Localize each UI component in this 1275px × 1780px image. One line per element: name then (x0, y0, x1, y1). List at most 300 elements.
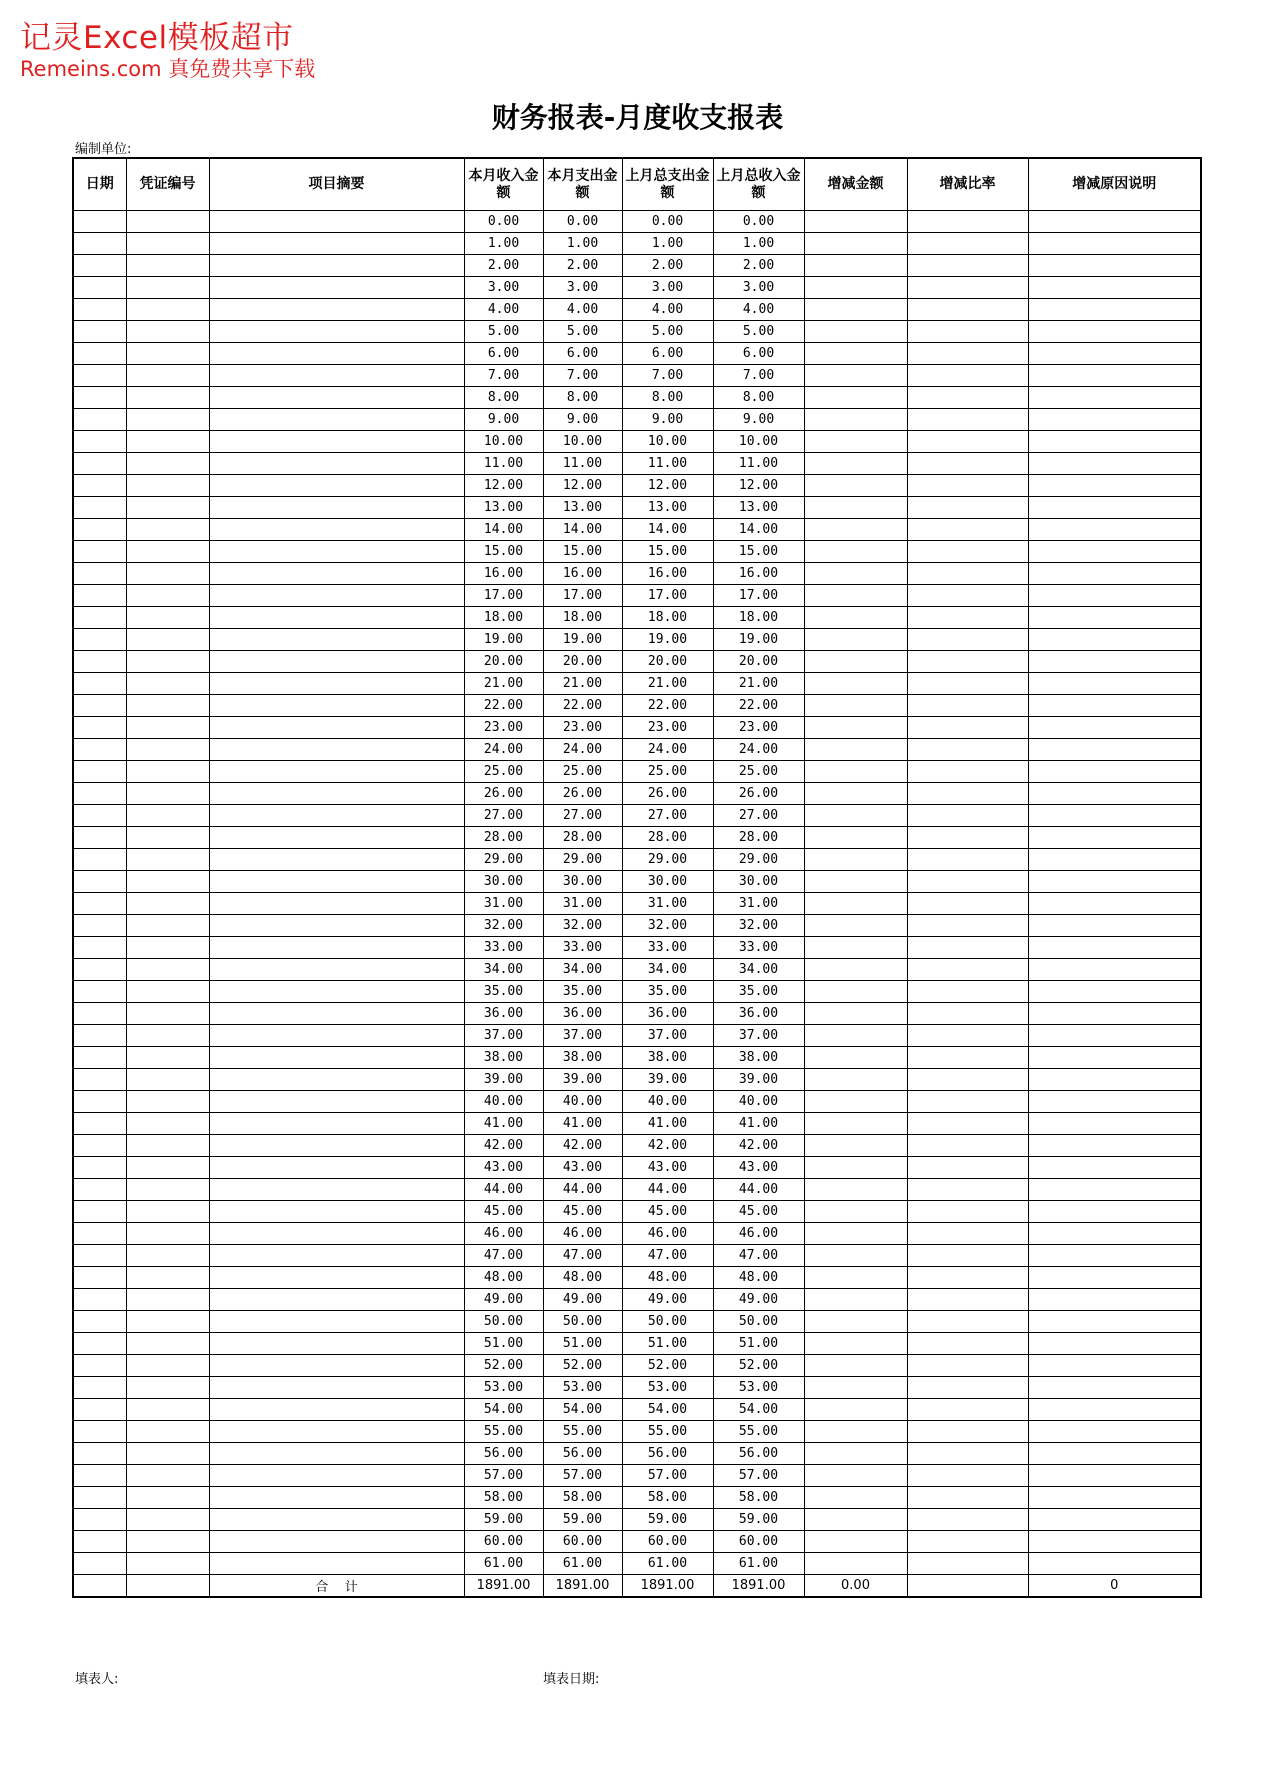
summary-cell[interactable] (209, 717, 464, 739)
voucher-cell[interactable] (126, 1553, 209, 1575)
change-ratio-cell[interactable] (907, 915, 1028, 937)
change-reason-cell[interactable] (1028, 827, 1201, 849)
change-amount-cell[interactable] (804, 783, 907, 805)
change-ratio-cell[interactable] (907, 409, 1028, 431)
change-reason-cell[interactable] (1028, 1201, 1201, 1223)
date-cell[interactable] (73, 387, 126, 409)
total-expense[interactable]: 1891.00 (543, 1575, 622, 1598)
change-amount-cell[interactable] (804, 827, 907, 849)
income-cell[interactable]: 36.00 (464, 1003, 543, 1025)
summary-cell[interactable] (209, 453, 464, 475)
expense-cell[interactable]: 47.00 (543, 1245, 622, 1267)
voucher-cell[interactable] (126, 1245, 209, 1267)
change-ratio-cell[interactable] (907, 1157, 1028, 1179)
voucher-cell[interactable] (126, 739, 209, 761)
change-reason-cell[interactable] (1028, 519, 1201, 541)
date-cell[interactable] (73, 1333, 126, 1355)
change-ratio-cell[interactable] (907, 1531, 1028, 1553)
voucher-cell[interactable] (126, 893, 209, 915)
change-ratio-cell[interactable] (907, 541, 1028, 563)
change-ratio-cell[interactable] (907, 431, 1028, 453)
summary-cell[interactable] (209, 255, 464, 277)
date-cell[interactable] (73, 981, 126, 1003)
prev-expense-cell[interactable]: 0.00 (622, 211, 713, 233)
summary-cell[interactable] (209, 1069, 464, 1091)
change-ratio-cell[interactable] (907, 1509, 1028, 1531)
change-reason-cell[interactable] (1028, 893, 1201, 915)
income-cell[interactable]: 37.00 (464, 1025, 543, 1047)
expense-cell[interactable]: 16.00 (543, 563, 622, 585)
date-cell[interactable] (73, 1069, 126, 1091)
prev-expense-cell[interactable]: 16.00 (622, 563, 713, 585)
change-reason-cell[interactable] (1028, 1113, 1201, 1135)
change-reason-cell[interactable] (1028, 365, 1201, 387)
summary-cell[interactable] (209, 431, 464, 453)
prev-income-cell[interactable]: 49.00 (713, 1289, 804, 1311)
summary-cell[interactable] (209, 409, 464, 431)
voucher-cell[interactable] (126, 761, 209, 783)
date-cell[interactable] (73, 761, 126, 783)
prev-income-cell[interactable]: 39.00 (713, 1069, 804, 1091)
expense-cell[interactable]: 21.00 (543, 673, 622, 695)
date-cell[interactable] (73, 1355, 126, 1377)
prev-expense-cell[interactable]: 61.00 (622, 1553, 713, 1575)
change-reason-cell[interactable] (1028, 651, 1201, 673)
income-cell[interactable]: 9.00 (464, 409, 543, 431)
prev-expense-cell[interactable]: 45.00 (622, 1201, 713, 1223)
prev-income-cell[interactable]: 18.00 (713, 607, 804, 629)
date-cell[interactable] (73, 651, 126, 673)
summary-cell[interactable] (209, 519, 464, 541)
prev-expense-cell[interactable]: 29.00 (622, 849, 713, 871)
summary-cell[interactable] (209, 1509, 464, 1531)
change-amount-cell[interactable] (804, 321, 907, 343)
expense-cell[interactable]: 27.00 (543, 805, 622, 827)
income-cell[interactable]: 7.00 (464, 365, 543, 387)
change-ratio-cell[interactable] (907, 1245, 1028, 1267)
prev-expense-cell[interactable]: 44.00 (622, 1179, 713, 1201)
voucher-cell[interactable] (126, 343, 209, 365)
date-cell[interactable] (73, 1443, 126, 1465)
change-amount-cell[interactable] (804, 277, 907, 299)
expense-cell[interactable]: 6.00 (543, 343, 622, 365)
change-reason-cell[interactable] (1028, 343, 1201, 365)
prev-expense-cell[interactable]: 34.00 (622, 959, 713, 981)
change-amount-cell[interactable] (804, 343, 907, 365)
income-cell[interactable]: 47.00 (464, 1245, 543, 1267)
change-reason-cell[interactable] (1028, 1355, 1201, 1377)
prev-expense-cell[interactable]: 58.00 (622, 1487, 713, 1509)
prev-income-cell[interactable]: 54.00 (713, 1399, 804, 1421)
expense-cell[interactable]: 39.00 (543, 1069, 622, 1091)
income-cell[interactable]: 44.00 (464, 1179, 543, 1201)
income-cell[interactable]: 38.00 (464, 1047, 543, 1069)
change-ratio-cell[interactable] (907, 1025, 1028, 1047)
prev-income-cell[interactable]: 58.00 (713, 1487, 804, 1509)
change-amount-cell[interactable] (804, 1157, 907, 1179)
summary-cell[interactable] (209, 585, 464, 607)
expense-cell[interactable]: 55.00 (543, 1421, 622, 1443)
prev-income-cell[interactable]: 24.00 (713, 739, 804, 761)
change-ratio-cell[interactable] (907, 1377, 1028, 1399)
change-amount-cell[interactable] (804, 299, 907, 321)
prev-expense-cell[interactable]: 9.00 (622, 409, 713, 431)
date-cell[interactable] (73, 629, 126, 651)
prev-expense-cell[interactable]: 5.00 (622, 321, 713, 343)
voucher-cell[interactable] (126, 651, 209, 673)
summary-cell[interactable] (209, 651, 464, 673)
date-cell[interactable] (73, 1509, 126, 1531)
voucher-cell[interactable] (126, 387, 209, 409)
date-cell[interactable] (73, 211, 126, 233)
change-ratio-cell[interactable] (907, 651, 1028, 673)
voucher-cell[interactable] (126, 1003, 209, 1025)
summary-cell[interactable] (209, 211, 464, 233)
expense-cell[interactable]: 41.00 (543, 1113, 622, 1135)
change-amount-cell[interactable] (804, 541, 907, 563)
expense-cell[interactable]: 28.00 (543, 827, 622, 849)
prev-expense-cell[interactable]: 1.00 (622, 233, 713, 255)
change-amount-cell[interactable] (804, 475, 907, 497)
change-amount-cell[interactable] (804, 1223, 907, 1245)
change-amount-cell[interactable] (804, 1311, 907, 1333)
change-amount-cell[interactable] (804, 1047, 907, 1069)
income-cell[interactable]: 17.00 (464, 585, 543, 607)
income-cell[interactable]: 35.00 (464, 981, 543, 1003)
change-ratio-cell[interactable] (907, 365, 1028, 387)
prev-income-cell[interactable]: 48.00 (713, 1267, 804, 1289)
change-ratio-cell[interactable] (907, 1135, 1028, 1157)
summary-cell[interactable] (209, 1223, 464, 1245)
change-amount-cell[interactable] (804, 1245, 907, 1267)
change-reason-cell[interactable] (1028, 937, 1201, 959)
income-cell[interactable]: 13.00 (464, 497, 543, 519)
voucher-cell[interactable] (126, 277, 209, 299)
voucher-cell[interactable] (126, 1377, 209, 1399)
date-cell[interactable] (73, 1421, 126, 1443)
change-reason-cell[interactable] (1028, 761, 1201, 783)
voucher-cell[interactable] (126, 1179, 209, 1201)
change-reason-cell[interactable] (1028, 1135, 1201, 1157)
summary-cell[interactable] (209, 475, 464, 497)
prev-income-cell[interactable]: 61.00 (713, 1553, 804, 1575)
summary-cell[interactable] (209, 1025, 464, 1047)
expense-cell[interactable]: 23.00 (543, 717, 622, 739)
prev-expense-cell[interactable]: 2.00 (622, 255, 713, 277)
total-change-reason[interactable]: 0 (1028, 1575, 1201, 1598)
date-cell[interactable] (73, 1113, 126, 1135)
summary-cell[interactable] (209, 761, 464, 783)
change-amount-cell[interactable] (804, 563, 907, 585)
change-amount-cell[interactable] (804, 453, 907, 475)
change-reason-cell[interactable] (1028, 1223, 1201, 1245)
change-amount-cell[interactable] (804, 1267, 907, 1289)
change-ratio-cell[interactable] (907, 717, 1028, 739)
date-cell[interactable] (73, 1157, 126, 1179)
summary-cell[interactable] (209, 1531, 464, 1553)
prev-income-cell[interactable]: 0.00 (713, 211, 804, 233)
voucher-cell[interactable] (126, 1333, 209, 1355)
expense-cell[interactable]: 58.00 (543, 1487, 622, 1509)
income-cell[interactable]: 41.00 (464, 1113, 543, 1135)
prev-expense-cell[interactable]: 8.00 (622, 387, 713, 409)
date-cell[interactable] (73, 233, 126, 255)
change-reason-cell[interactable] (1028, 1069, 1201, 1091)
date-cell[interactable] (73, 1289, 126, 1311)
change-amount-cell[interactable] (804, 607, 907, 629)
change-ratio-cell[interactable] (907, 1553, 1028, 1575)
summary-cell[interactable] (209, 1333, 464, 1355)
change-amount-cell[interactable] (804, 739, 907, 761)
income-cell[interactable]: 29.00 (464, 849, 543, 871)
summary-cell[interactable] (209, 277, 464, 299)
voucher-cell[interactable] (126, 563, 209, 585)
prev-expense-cell[interactable]: 19.00 (622, 629, 713, 651)
change-ratio-cell[interactable] (907, 1421, 1028, 1443)
voucher-cell[interactable] (126, 783, 209, 805)
expense-cell[interactable]: 26.00 (543, 783, 622, 805)
voucher-cell[interactable] (126, 233, 209, 255)
date-cell[interactable] (73, 1091, 126, 1113)
change-amount-cell[interactable] (804, 1333, 907, 1355)
prev-expense-cell[interactable]: 47.00 (622, 1245, 713, 1267)
change-ratio-cell[interactable] (907, 827, 1028, 849)
prev-expense-cell[interactable]: 14.00 (622, 519, 713, 541)
summary-cell[interactable] (209, 321, 464, 343)
prev-expense-cell[interactable]: 28.00 (622, 827, 713, 849)
income-cell[interactable]: 3.00 (464, 277, 543, 299)
expense-cell[interactable]: 19.00 (543, 629, 622, 651)
income-cell[interactable]: 5.00 (464, 321, 543, 343)
income-cell[interactable]: 52.00 (464, 1355, 543, 1377)
voucher-cell[interactable] (126, 1311, 209, 1333)
change-ratio-cell[interactable] (907, 387, 1028, 409)
date-cell[interactable] (73, 849, 126, 871)
income-cell[interactable]: 46.00 (464, 1223, 543, 1245)
change-amount-cell[interactable] (804, 695, 907, 717)
prev-expense-cell[interactable]: 30.00 (622, 871, 713, 893)
date-cell[interactable] (73, 299, 126, 321)
prev-income-cell[interactable]: 33.00 (713, 937, 804, 959)
change-reason-cell[interactable] (1028, 211, 1201, 233)
prev-expense-cell[interactable]: 22.00 (622, 695, 713, 717)
prev-income-cell[interactable]: 14.00 (713, 519, 804, 541)
summary-cell[interactable] (209, 497, 464, 519)
expense-cell[interactable]: 49.00 (543, 1289, 622, 1311)
prev-income-cell[interactable]: 25.00 (713, 761, 804, 783)
summary-cell[interactable] (209, 233, 464, 255)
date-cell[interactable] (73, 1025, 126, 1047)
date-cell[interactable] (73, 1135, 126, 1157)
prev-expense-cell[interactable]: 49.00 (622, 1289, 713, 1311)
change-amount-cell[interactable] (804, 497, 907, 519)
change-ratio-cell[interactable] (907, 475, 1028, 497)
prev-expense-cell[interactable]: 7.00 (622, 365, 713, 387)
change-reason-cell[interactable] (1028, 1553, 1201, 1575)
income-cell[interactable]: 60.00 (464, 1531, 543, 1553)
change-amount-cell[interactable] (804, 849, 907, 871)
summary-cell[interactable] (209, 563, 464, 585)
total-voucher-cell[interactable] (126, 1575, 209, 1598)
change-ratio-cell[interactable] (907, 607, 1028, 629)
date-cell[interactable] (73, 365, 126, 387)
summary-cell[interactable] (209, 1421, 464, 1443)
income-cell[interactable]: 34.00 (464, 959, 543, 981)
summary-cell[interactable] (209, 1179, 464, 1201)
change-ratio-cell[interactable] (907, 849, 1028, 871)
expense-cell[interactable]: 29.00 (543, 849, 622, 871)
income-cell[interactable]: 45.00 (464, 1201, 543, 1223)
prev-income-cell[interactable]: 26.00 (713, 783, 804, 805)
voucher-cell[interactable] (126, 541, 209, 563)
date-cell[interactable] (73, 673, 126, 695)
income-cell[interactable]: 23.00 (464, 717, 543, 739)
change-ratio-cell[interactable] (907, 233, 1028, 255)
change-reason-cell[interactable] (1028, 805, 1201, 827)
expense-cell[interactable]: 4.00 (543, 299, 622, 321)
change-amount-cell[interactable] (804, 981, 907, 1003)
change-reason-cell[interactable] (1028, 1531, 1201, 1553)
change-reason-cell[interactable] (1028, 717, 1201, 739)
change-ratio-cell[interactable] (907, 277, 1028, 299)
prev-income-cell[interactable]: 5.00 (713, 321, 804, 343)
change-amount-cell[interactable] (804, 1355, 907, 1377)
summary-cell[interactable] (209, 1245, 464, 1267)
total-change-amount[interactable]: 0.00 (804, 1575, 907, 1598)
prev-income-cell[interactable]: 9.00 (713, 409, 804, 431)
expense-cell[interactable]: 44.00 (543, 1179, 622, 1201)
expense-cell[interactable]: 59.00 (543, 1509, 622, 1531)
voucher-cell[interactable] (126, 299, 209, 321)
income-cell[interactable]: 8.00 (464, 387, 543, 409)
change-ratio-cell[interactable] (907, 893, 1028, 915)
summary-cell[interactable] (209, 915, 464, 937)
expense-cell[interactable]: 24.00 (543, 739, 622, 761)
change-reason-cell[interactable] (1028, 959, 1201, 981)
expense-cell[interactable]: 38.00 (543, 1047, 622, 1069)
income-cell[interactable]: 56.00 (464, 1443, 543, 1465)
prev-expense-cell[interactable]: 17.00 (622, 585, 713, 607)
date-cell[interactable] (73, 1201, 126, 1223)
income-cell[interactable]: 21.00 (464, 673, 543, 695)
prev-income-cell[interactable]: 44.00 (713, 1179, 804, 1201)
prev-income-cell[interactable]: 34.00 (713, 959, 804, 981)
date-cell[interactable] (73, 277, 126, 299)
prev-expense-cell[interactable]: 50.00 (622, 1311, 713, 1333)
change-ratio-cell[interactable] (907, 981, 1028, 1003)
prev-expense-cell[interactable]: 43.00 (622, 1157, 713, 1179)
date-cell[interactable] (73, 695, 126, 717)
change-ratio-cell[interactable] (907, 453, 1028, 475)
income-cell[interactable]: 4.00 (464, 299, 543, 321)
prev-expense-cell[interactable]: 37.00 (622, 1025, 713, 1047)
prev-income-cell[interactable]: 35.00 (713, 981, 804, 1003)
change-amount-cell[interactable] (804, 1289, 907, 1311)
date-cell[interactable] (73, 541, 126, 563)
prev-income-cell[interactable]: 32.00 (713, 915, 804, 937)
change-reason-cell[interactable] (1028, 871, 1201, 893)
prev-income-cell[interactable]: 31.00 (713, 893, 804, 915)
prev-income-cell[interactable]: 53.00 (713, 1377, 804, 1399)
prev-income-cell[interactable]: 27.00 (713, 805, 804, 827)
summary-cell[interactable] (209, 1443, 464, 1465)
date-cell[interactable] (73, 1465, 126, 1487)
summary-cell[interactable] (209, 827, 464, 849)
prev-expense-cell[interactable]: 36.00 (622, 1003, 713, 1025)
income-cell[interactable]: 51.00 (464, 1333, 543, 1355)
prev-expense-cell[interactable]: 41.00 (622, 1113, 713, 1135)
prev-income-cell[interactable]: 4.00 (713, 299, 804, 321)
change-amount-cell[interactable] (804, 211, 907, 233)
date-cell[interactable] (73, 431, 126, 453)
change-reason-cell[interactable] (1028, 1091, 1201, 1113)
change-ratio-cell[interactable] (907, 1091, 1028, 1113)
change-reason-cell[interactable] (1028, 1399, 1201, 1421)
change-ratio-cell[interactable] (907, 255, 1028, 277)
voucher-cell[interactable] (126, 1201, 209, 1223)
change-amount-cell[interactable] (804, 387, 907, 409)
date-cell[interactable] (73, 475, 126, 497)
change-reason-cell[interactable] (1028, 475, 1201, 497)
prev-income-cell[interactable]: 43.00 (713, 1157, 804, 1179)
change-reason-cell[interactable] (1028, 1465, 1201, 1487)
change-reason-cell[interactable] (1028, 1377, 1201, 1399)
summary-cell[interactable] (209, 871, 464, 893)
date-cell[interactable] (73, 1531, 126, 1553)
voucher-cell[interactable] (126, 1047, 209, 1069)
voucher-cell[interactable] (126, 321, 209, 343)
prev-income-cell[interactable]: 11.00 (713, 453, 804, 475)
prev-expense-cell[interactable]: 38.00 (622, 1047, 713, 1069)
income-cell[interactable]: 27.00 (464, 805, 543, 827)
prev-expense-cell[interactable]: 21.00 (622, 673, 713, 695)
summary-cell[interactable] (209, 1091, 464, 1113)
prev-expense-cell[interactable]: 32.00 (622, 915, 713, 937)
change-ratio-cell[interactable] (907, 1267, 1028, 1289)
change-ratio-cell[interactable] (907, 783, 1028, 805)
expense-cell[interactable]: 42.00 (543, 1135, 622, 1157)
change-reason-cell[interactable] (1028, 255, 1201, 277)
date-cell[interactable] (73, 585, 126, 607)
income-cell[interactable]: 26.00 (464, 783, 543, 805)
summary-cell[interactable] (209, 343, 464, 365)
change-amount-cell[interactable] (804, 805, 907, 827)
income-cell[interactable]: 54.00 (464, 1399, 543, 1421)
income-cell[interactable]: 6.00 (464, 343, 543, 365)
voucher-cell[interactable] (126, 805, 209, 827)
expense-cell[interactable]: 53.00 (543, 1377, 622, 1399)
date-cell[interactable] (73, 1267, 126, 1289)
voucher-cell[interactable] (126, 1509, 209, 1531)
change-reason-cell[interactable] (1028, 1487, 1201, 1509)
voucher-cell[interactable] (126, 1113, 209, 1135)
income-cell[interactable]: 2.00 (464, 255, 543, 277)
income-cell[interactable]: 14.00 (464, 519, 543, 541)
prev-income-cell[interactable]: 15.00 (713, 541, 804, 563)
change-ratio-cell[interactable] (907, 299, 1028, 321)
voucher-cell[interactable] (126, 849, 209, 871)
voucher-cell[interactable] (126, 1399, 209, 1421)
summary-cell[interactable] (209, 1487, 464, 1509)
prev-income-cell[interactable]: 17.00 (713, 585, 804, 607)
prev-income-cell[interactable]: 2.00 (713, 255, 804, 277)
income-cell[interactable]: 18.00 (464, 607, 543, 629)
change-amount-cell[interactable] (804, 629, 907, 651)
change-amount-cell[interactable] (804, 1025, 907, 1047)
expense-cell[interactable]: 11.00 (543, 453, 622, 475)
change-amount-cell[interactable] (804, 1113, 907, 1135)
voucher-cell[interactable] (126, 475, 209, 497)
